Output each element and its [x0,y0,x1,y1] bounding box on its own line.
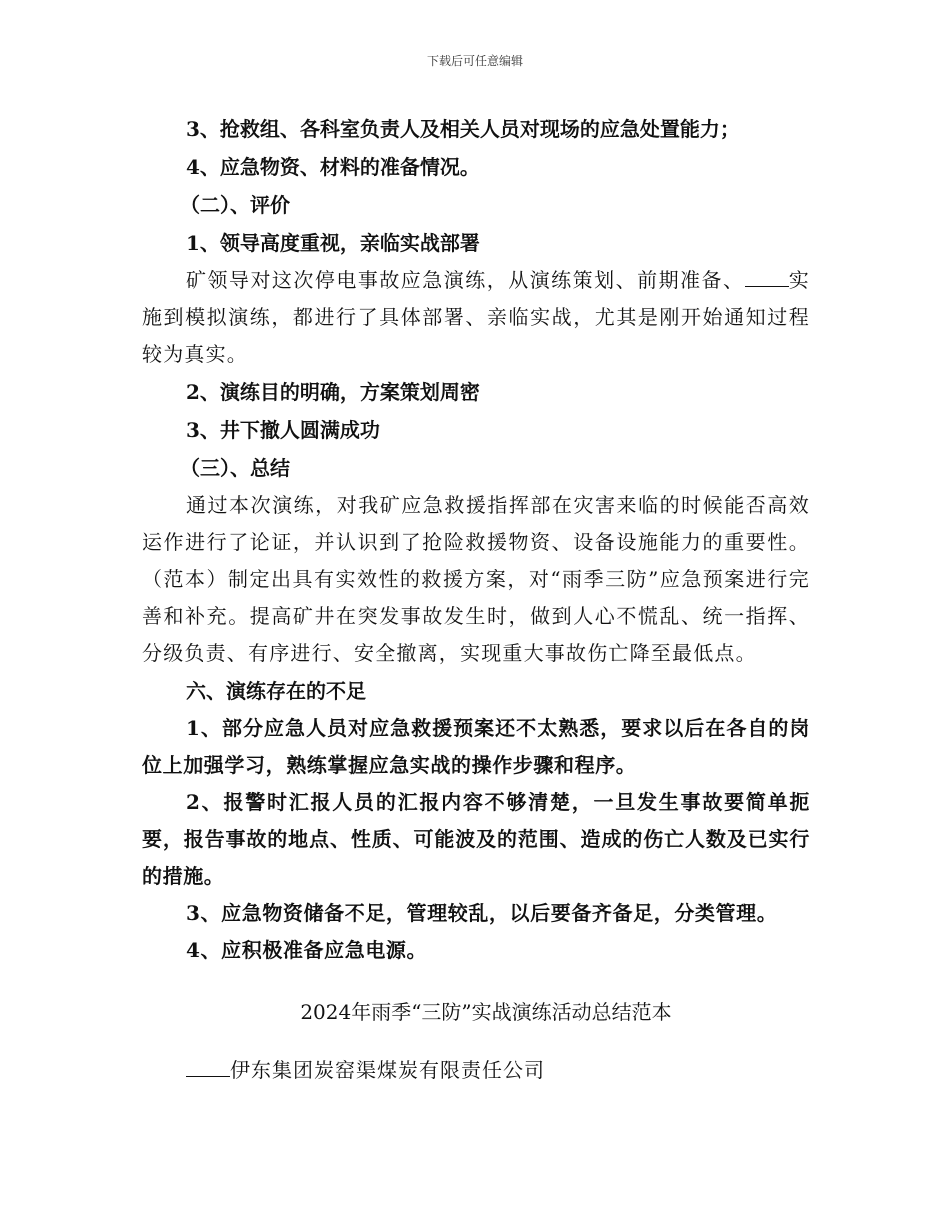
evaluation-heading-3: 3、井下撤人圆满成功 [186,418,380,442]
check-item-3: 3、抢救组、各科室负责人及相关人员对现场的应急处置能力； [186,117,740,141]
evaluation-paragraph-1 [142,262,810,373]
shortcoming-item-2: 2、报警时汇报人员的汇报内容不够清楚，一旦发生事故要简单扼要，报告事故的地点、性质、可能波及的范围、造成的伤亡人数及已实行的措施。 [142,790,810,888]
shortcoming-item-1: 1、部分应急人员对应急救援预案还不太熟悉，要求以后在各自的岗位上加强学习，熟练掌握应急实战的操作步骤和程序。 [142,716,810,777]
evaluation-heading-2: 2、演练目的明确，方案策划周密 [186,380,480,404]
blank-underline [745,270,789,287]
summary-paragraph: 通过本次演练，对我矿应急救援指挥部在灾害来临的时候能否高效运作进行了论证，并认识到了抢险救援物资、设备设施能力的重要性。（范本）制定出具有实效性的救援方案，对“雨季三防”应急预案进行完善和补充。提高矿井在突发事故发生时，做到人心不慌乱、统一指挥、分级负责、有序进行、安全撤离，实现重大事故伤亡降至最低点。 [142,493,810,665]
page-header: 下载后可任意编辑 [426,54,523,68]
section-heading-shortcomings: 六、演练存在的不足 [186,679,366,703]
check-item-4: 4、应急物资、材料的准备情况。 [186,155,480,179]
company-line [142,1051,810,1089]
section-heading-summary: （三）、总结 [180,456,290,480]
evaluation-heading-1: 1、领导高度重视，亲临实战部署 [186,231,480,255]
document-body [142,110,810,1109]
shortcoming-item-4: 4、应积极准备应急电源。 [186,938,428,962]
shortcoming-item-3: 3、应急物资储备不足，管理较乱，以后要备齐备足，分类管理。 [186,901,778,925]
section-heading-evaluation: （二）、评价 [180,193,290,217]
evaluation-text-part-b: 实施到模拟演练，都进行了具体部署、亲临实战，尤其是刚开始通知过程较为真实。 [142,268,810,366]
document-title: 2024年雨季“三防”实战演练活动总结范本 [300,1000,672,1024]
company-name: 伊东集团炭窑渠煤炭有限责任公司 [230,1058,545,1082]
company-blank-underline [186,1060,230,1077]
evaluation-text-part-a: 矿领导对这次停电事故应急演练，从演练策划、前期准备、 [186,268,745,292]
